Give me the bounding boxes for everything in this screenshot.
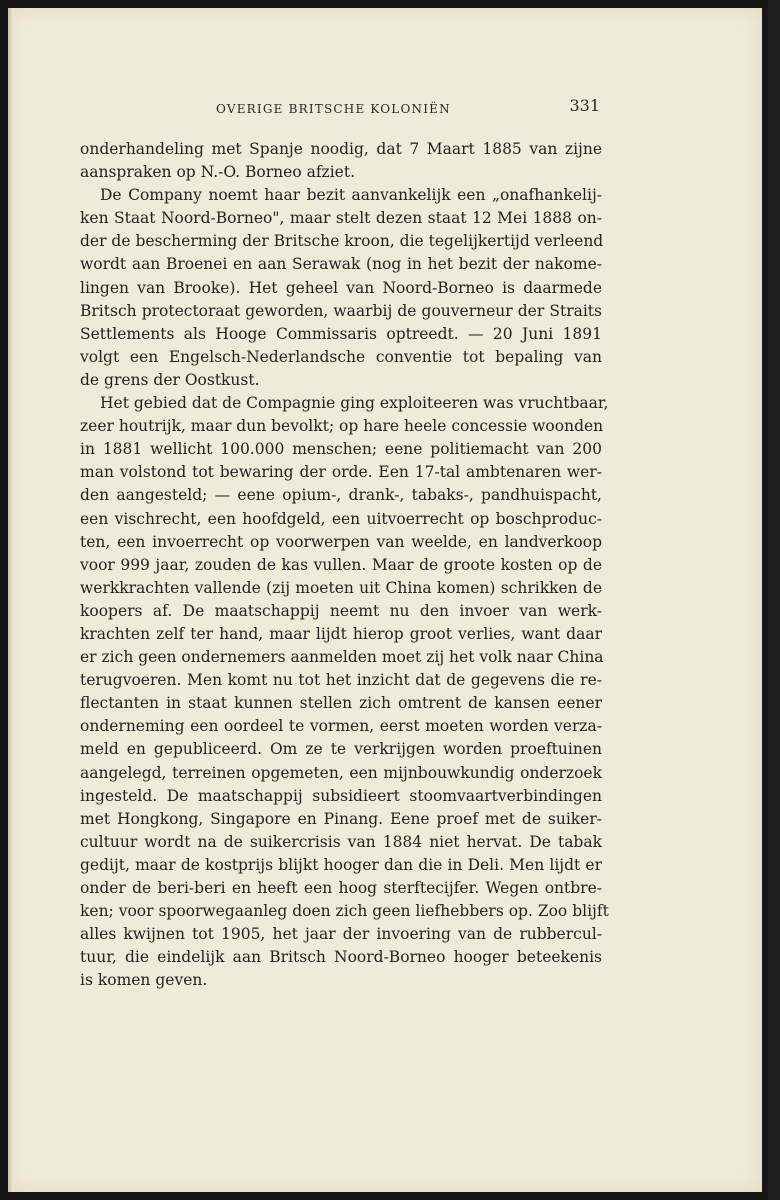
text-line: koopers af. De maatschappij neemt nu den invoer van werk-: [80, 601, 602, 620]
text-line: met Hongkong, Singapore en Pinang. Eene proef met de suiker-: [80, 809, 602, 828]
text-line: een vischrecht, een hoofdgeld, een uitvoerrecht op boschproduc-: [80, 509, 602, 528]
text-line: aanspraken op N.-O. Borneo afziet.: [80, 163, 356, 182]
text-line: onderhandeling met Spanje noodig, dat 7 Maart 1885 van zijne: [80, 140, 602, 158]
text-line: der de bescherming der Britsche kroon, die tegelijkertijd verleend: [80, 232, 604, 251]
text-line: de grens der Oostkust.: [80, 370, 260, 389]
text-line: ken Staat Noord-Borneo", maar stelt dezen staat 12 Mei 1888 on-: [80, 209, 602, 228]
text-line: gedijt, maar de kostprijs blijkt hooger dan die in Deli. Men lijdt er: [80, 855, 602, 874]
text-line: cultuur wordt na de suikercrisis van 1884 niet hervat. De tabak: [80, 832, 602, 851]
text-line: ten, een invoerrecht op voorwerpen van weelde, en landverkoop: [80, 532, 602, 551]
running-header: [80, 96, 602, 120]
text-line: ingesteld. De maatschappij subsidieert stoomvaartverbindingen: [80, 786, 602, 805]
text-line: man volstond tot bewaring der orde. Een 17-tal ambtenaren wer-: [80, 463, 602, 482]
text-line: flectanten in staat kunnen stellen zich omtrent de kansen eener: [80, 694, 602, 713]
text-line: in 1881 wellicht 100.000 menschen; eene politiemacht van 200: [80, 440, 602, 459]
text-line: voor 999 jaar, zouden de kas vullen. Maar de groote kosten op de: [80, 555, 602, 574]
text-line: terugvoeren. Men komt nu tot het inzicht dat de gegevens die re-: [80, 671, 602, 690]
text-line: zeer houtrijk, maar dun bevolkt; op hare heele concessie woonden: [80, 417, 604, 436]
text-line: aangelegd, terreinen opgemeten, een mijnbouwkundig onderzoek: [80, 763, 602, 782]
paragraph: [80, 184, 602, 392]
text-line: werkkrachten vallende (zij moeten uit China komen) schrikken de: [80, 578, 602, 597]
text-line: ken; voor spoorwegaanleg doen zich geen liefhebbers op. Zoo blijft: [80, 902, 609, 921]
paragraph: [80, 392, 609, 992]
text-line: is komen geven.: [80, 971, 208, 990]
text-line: wordt aan Broenei en aan Serawak (nog in het bezit der nakome-: [80, 255, 602, 274]
running-title: OVERIGE BRITSCHE KOLONIËN: [216, 102, 451, 116]
body-text: [80, 138, 609, 992]
text-line: den aangesteld; — eene opium-, drank-, tabaks-, pandhuispacht,: [80, 486, 602, 505]
scan-border-right: [768, 0, 780, 1200]
text-line: krachten zelf ter hand, maar lijdt hierop groot verlies, want daar: [80, 624, 602, 643]
text-line: volgt een Engelsch-Nederlandsche conventie tot bepaling van: [80, 347, 602, 366]
text-line: meld en gepubliceerd. Om ze te verkrijgen worden proeftuinen: [80, 740, 602, 759]
page-number: 331: [569, 96, 600, 115]
page-gutter-shadow: [8, 8, 14, 1192]
text-line: Britsch protectoraat geworden, waarbij de gouverneur der Straits: [80, 301, 602, 320]
text-line: alles kwijnen tot 1905, het jaar der invoering van de rubbercul-: [80, 925, 602, 944]
text-line: tuur, die eindelijk aan Britsch Noord-Borneo hooger beteekenis: [80, 948, 602, 967]
text-line: er zich geen ondernemers aanmelden moet zij het volk naar China: [80, 648, 604, 667]
text-line: Settlements als Hooge Commissaris optreedt. — 20 Juni 1891: [80, 324, 602, 343]
text-line: De Company noemt haar bezit aanvankelijk een „onafhankelij-: [100, 186, 602, 205]
text-line: onderneming een oordeel te vormen, eerst moeten worden verza-: [80, 717, 602, 736]
text-line: lingen van Brooke). Het geheel van Noord-Borneo is daarmede: [80, 278, 602, 297]
text-line: Het gebied dat de Compagnie ging exploiteeren was vruchtbaar,: [100, 394, 609, 413]
paragraph: [80, 138, 602, 184]
text-line: onder de beri-beri en heeft een hoog sterftecijfer. Wegen ontbre-: [80, 879, 602, 897]
